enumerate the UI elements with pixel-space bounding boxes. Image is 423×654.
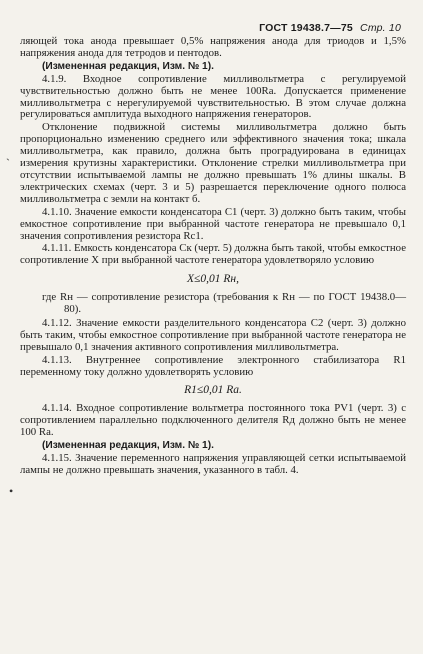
formula-x: X≤0,01 Rн, [187,273,239,286]
amendment-note: (Измененная редакция, Изм. № 1). [42,60,214,72]
clause-4-1-9-cont: Отклонение подвижной системы милливольтметра должно быть пропорционально изменению среднего или эффективного значения тока; шкала милливольтметра, как правило, должна быть проградуирована в единицах измерения крутизны характеристики. Отклонение стрелки милливольтметра при отсутствии испытываемой лампы не должно превышать 1% длины шкалы. В электрических схемах (черт. 3 и 5) разрешается переключение одного полюса милливольтметра с земли на контакт б. [20,121,406,205]
standard-number: ГОСТ 19438.7—75 [259,22,353,34]
clause-4-1-15: 4.1.15. Значение переменного напряжения управляющей сетки испытываемой лампы не должно превышать значения, указанного в табл. 4. [20,452,406,476]
clause-4-1-14: 4.1.14. Входное сопротивление вольтметра постоянного тока PV1 (черт. 3) с сопротивлением параллельно подключенного делителя Rд должно быть не менее 100 Ra. [20,402,406,439]
document-body [20,36,406,478]
clause-4-1-12: 4.1.12. Значение емкости разделительного конденсатора C2 (черт. 3) должно быть таким, чтобы емкостное сопротивление при выбранной частоте генератора не превышало 0,1 значения активного сопротивления милливольтметра. [20,316,406,353]
clause-4-1-10: 4.1.10. Значение емкости конденсатора C1 (черт. 3) должно быть таким, чтобы емкостное сопротивление при выбранной частоте генератора не превышало 0,1 значения сопротивления резистора Rc1. [20,205,406,242]
formula-r1: R1≤0,01 Ra. [184,384,242,397]
page-number: Стр. 10 [360,22,401,34]
formula-definition: где Rн — сопротивление резистора (требования к Rн — по ГОСТ 19438.0—80). [42,291,406,316]
paragraph-continuation: ляющей тока анода превышает 0,5% напряжения анода для триодов и 1,5% напряжения анода для тетродов и пентодов. [20,35,406,59]
clause-4-1-11: 4.1.11. Емкость конденсатора Cк (черт. 5) должна быть такой, чтобы емкостное сопротивление X при выбранной частоте генератора удовлетворяло условию [20,242,406,267]
page-header [259,22,401,34]
clause-4-1-9: 4.1.9. Входное сопротивление милливольтметра с регулируемой чувствительностью должно быть не менее 100Ra. Допускается применение милливольтметра с нерегулируемой чувствительностью. В этом случае должна регулироваться амплитуда выходного напряжения генераторов. [20,72,406,121]
clause-4-1-13: 4.1.13. Внутреннее сопротивление электронного стабилизатора R1 переменному току должно удовлетворять условию [20,353,406,378]
margin-dot-mark: • [9,484,14,498]
amendment-note-2: (Измененная редакция, Изм. № 1). [42,440,214,452]
margin-tick-mark: ˏ [6,147,10,161]
